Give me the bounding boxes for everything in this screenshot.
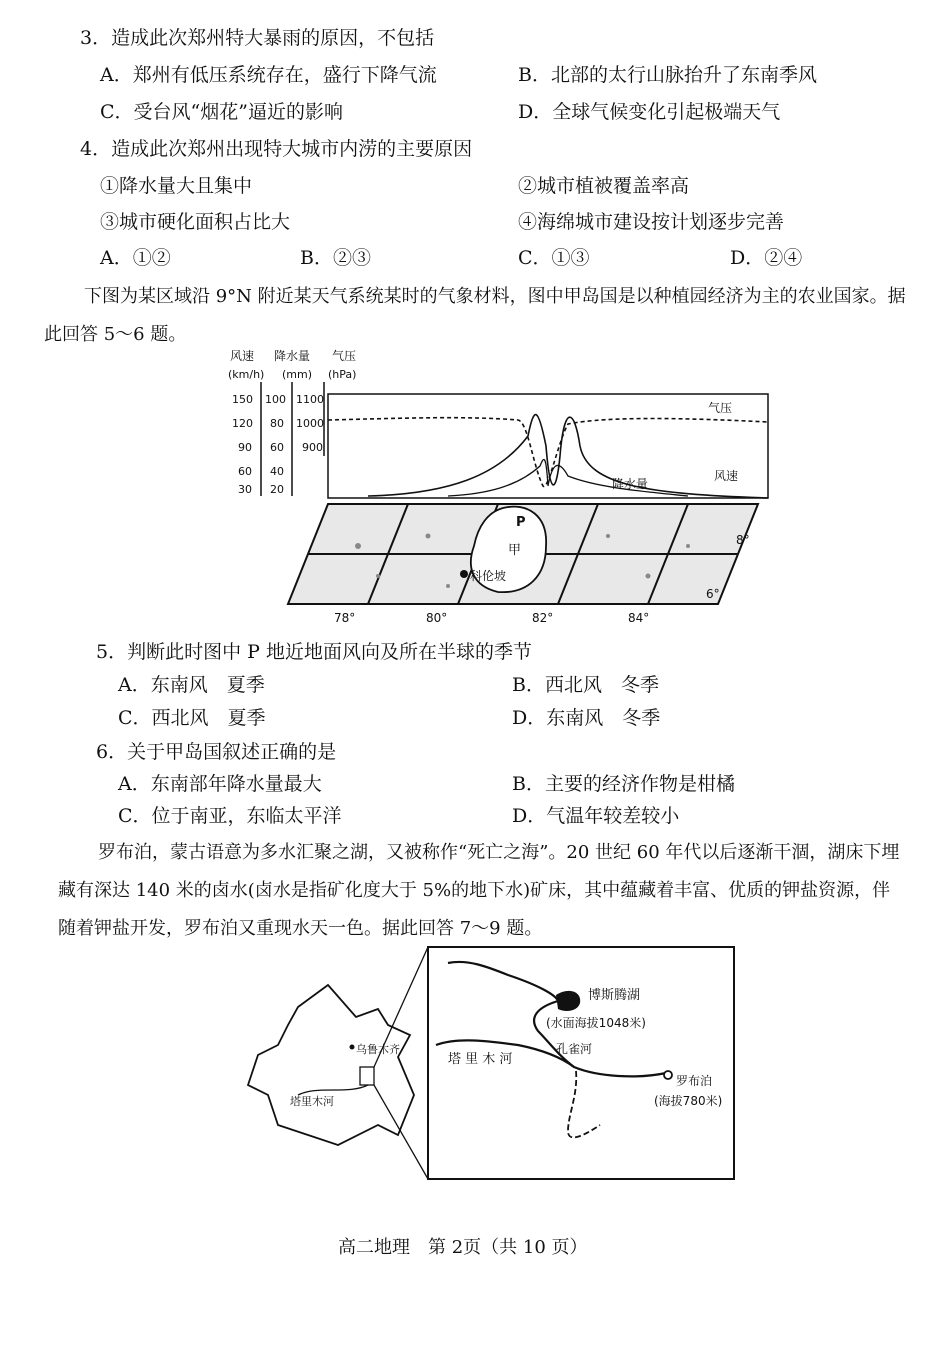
pressure-axis-unit: (hPa): [328, 368, 357, 381]
lon-label: 78°: [334, 611, 356, 625]
q5-option-d: D．东南风 冬季: [512, 707, 661, 729]
rain-tick: 20: [270, 483, 284, 496]
wind-tick: 90: [238, 441, 252, 454]
q4-stem: 4．造成此次郑州出现特大城市内涝的主要原因: [80, 138, 473, 160]
page-footer: 高二地理 第 2页（共 10 页）: [338, 1237, 588, 1258]
label-colombo: 科伦坡: [470, 569, 507, 583]
weather-figure: [228, 346, 768, 628]
rain-tick: 60: [270, 441, 284, 454]
wind-tick: 60: [238, 465, 252, 478]
q3-stem: 3．造成此次郑州特大暴雨的原因，不包括: [80, 27, 435, 49]
label-bosten: 博斯腾湖: [588, 988, 641, 1003]
q4-option-c: C．①③: [518, 247, 590, 269]
q4-item-4: ④海绵城市建设按计划逐步完善: [518, 211, 785, 233]
q3-option-d: D．全球气候变化引起极端天气: [518, 101, 781, 123]
rain-curve-label: 降水量: [612, 477, 649, 491]
label-P: P: [516, 515, 526, 530]
q3-option-c: C．受台风“烟花”逼近的影响: [100, 101, 343, 123]
q5-option-a: A．东南风 夏季: [118, 674, 265, 696]
label-jia: 甲: [508, 543, 522, 558]
wind-tick: 120: [232, 417, 253, 430]
intro-q5-6: 下图为某区域沿 9°N 附近某天气系统某时的气象材料，图中甲岛国是以种植园经济为主的农业国家。据此回答 5～6 题。: [44, 286, 906, 345]
wind-axis-title: 风速: [230, 349, 255, 363]
lon-label: 84°: [628, 611, 650, 625]
label-tarim-big: 塔 里 木 河: [448, 1052, 513, 1067]
label-kongque: 孔雀河: [556, 1042, 593, 1056]
q4-option-a: A．①②: [100, 247, 171, 269]
wind-curve-label: 风速: [714, 469, 739, 483]
label-urumqi: 乌鲁木齐: [356, 1043, 400, 1056]
q5-option-b: B．西北风 冬季: [512, 674, 659, 696]
wind-tick: 30: [238, 483, 252, 496]
rain-tick: 100: [265, 393, 286, 406]
pressure-tick: 900: [302, 441, 323, 454]
label-lopnur-elev: (海拔780米): [654, 1094, 723, 1108]
rain-axis-unit: (mm): [282, 368, 313, 381]
q5-option-c: C．西北风 夏季: [118, 707, 266, 729]
q4-item-2: ②城市植被覆盖率高: [518, 175, 690, 197]
q4-item-3: ③城市硬化面积占比大: [100, 211, 291, 233]
rain-tick: 40: [270, 465, 284, 478]
q4-option-b: B．②③: [300, 247, 371, 269]
q6-option-c: C．位于南亚，东临太平洋: [118, 805, 342, 827]
lon-label: 80°: [426, 611, 448, 625]
pressure-axis-title: 气压: [332, 349, 357, 363]
wind-axis-unit: (km/h): [228, 368, 265, 381]
q4-item-1: ①降水量大且集中: [100, 175, 253, 197]
intro-q7-9: 罗布泊，蒙古语意为多水汇聚之湖，又被称作“死亡之海”。20 世纪 60 年代以后逐渐干涸，湖床下埋藏有深达 140 米的卤水(卤水是指矿化度大于 5%的地下水)矿床，其中蕴藏着丰富、优质的钾盐资源，伴随着钾盐开发，罗布泊又重现水天一色。据此回答 7～9 题。: [58, 842, 900, 939]
q3-option-b: B．北部的太行山脉抬升了东南季风: [518, 64, 817, 86]
pressure-curve-label: 气压: [708, 401, 733, 415]
rain-tick: 80: [270, 417, 284, 430]
label-bosten-elev: (水面海拔1048米): [546, 1016, 646, 1030]
q6-option-a: A．东南部年降水量最大: [118, 773, 322, 795]
rain-axis-title: 降水量: [274, 349, 311, 363]
q6-option-d: D．气温年较差较小: [512, 805, 680, 827]
q6-option-b: B．主要的经济作物是柑橘: [512, 773, 735, 795]
lopnur-map: [238, 945, 740, 1185]
label-tarim-small: 塔里木河: [290, 1095, 334, 1108]
q3-option-a: A．郑州有低压系统存在，盛行下降气流: [100, 64, 437, 86]
lat-label: 8°: [736, 533, 750, 547]
q6-stem: 6．关于甲岛国叙述正确的是: [96, 741, 337, 763]
wind-tick: 150: [232, 393, 253, 406]
pressure-tick: 1000: [296, 417, 324, 430]
lat-label: 6°: [706, 587, 720, 601]
pressure-tick: 1100: [296, 393, 324, 406]
q5-stem: 5．判断此时图中 P 地近地面风向及所在半球的季节: [96, 641, 532, 663]
lon-label: 82°: [532, 611, 554, 625]
label-lopnur: 罗布泊: [676, 1074, 713, 1088]
q4-option-d: D．②④: [730, 247, 803, 269]
